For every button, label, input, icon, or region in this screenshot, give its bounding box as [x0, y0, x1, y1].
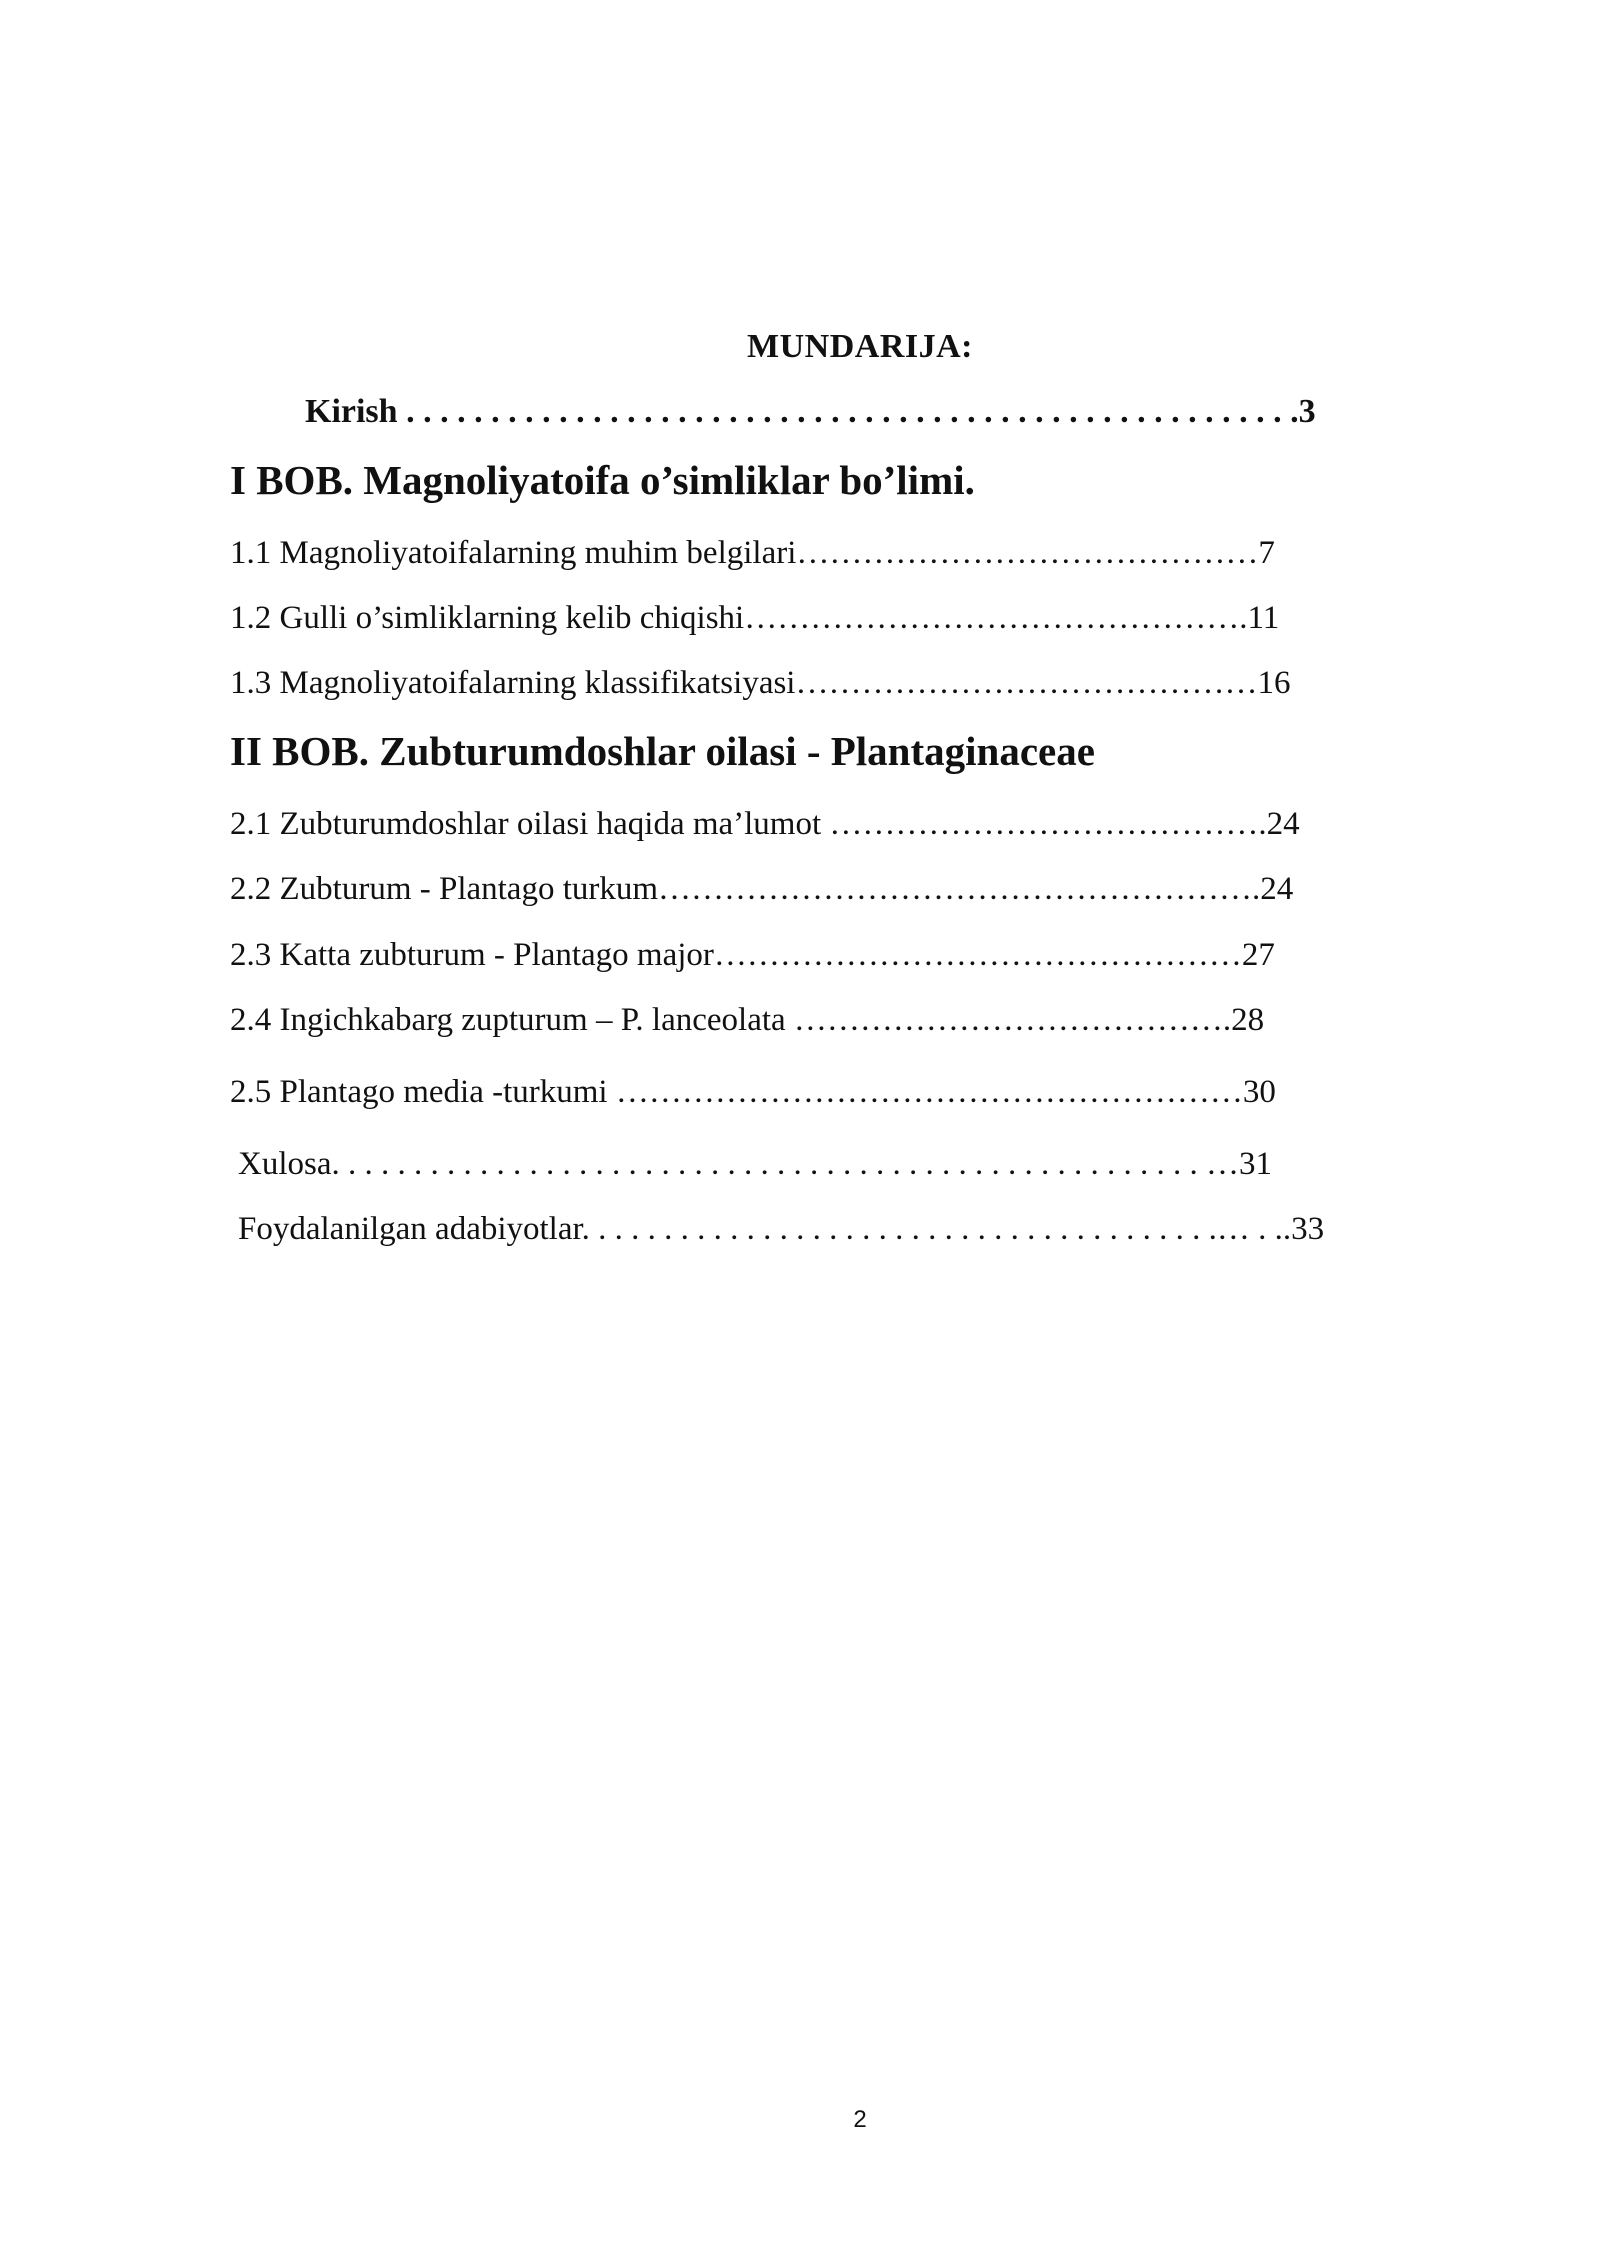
toc-entry-1-2: 1.2 Gulli o’simliklarning kelib chiqishi……………………………………….11	[230, 600, 1280, 636]
toc-entry-2-4: 2.4 Ingichkabarg zupturum – P. lanceolata ………………………………….28	[230, 1002, 1265, 1038]
toc-entry-2-1: 2.1 Zubturumdoshlar oilasi haqida ma’lumot ………………………………….24	[230, 806, 1300, 842]
toc-entry-2-3: 2.3 Katta zubturum - Plantago major…………………………………………27	[230, 937, 1275, 973]
toc-entry-1-1: 1.1 Magnoliyatoifalarning muhim belgilari……………………………………7	[230, 535, 1275, 571]
toc-chapter-1-heading: I BOB. Magnoliyatoifa o’simliklar bo’limi.	[230, 457, 975, 503]
toc-title: MUNDARIJA:	[747, 328, 973, 365]
page-number: 2	[853, 2106, 867, 2133]
toc-entry-kirish: Kirish . . . . . . . . . . . . . . . . . . . . . . . . . . . . . . . . . . . . . . . . . . . . . . . . . . . . .3	[305, 393, 1316, 430]
toc-entry-2-5: 2.5 Plantago media -turkumi …………………………………………………30	[230, 1074, 1276, 1110]
toc-entry-2-2: 2.2 Zubturum - Plantago turkum……………………………………………….24	[230, 871, 1294, 907]
toc-entry-1-3: 1.3 Magnoliyatoifalarning klassifikatsiyasi……………………………………16	[230, 665, 1291, 701]
toc-entry-xulosa: Xulosa. . . . . . . . . . . . . . . . . . . . . . . . . . . . . . . . . . . . . . . . . . . . . . . . . . . . . …31	[238, 1146, 1272, 1182]
toc-chapter-2-heading: II BOB. Zubturumdoshlar oilasi - Plantaginaceae	[230, 728, 1095, 774]
toc-entry-adabiyotlar: Foydalanilgan adabiyotlar. . . . . . . . . . . . . . . . . . . . . . . . . . . . . . . . . . . . . . .… . ..33	[238, 1211, 1325, 1247]
